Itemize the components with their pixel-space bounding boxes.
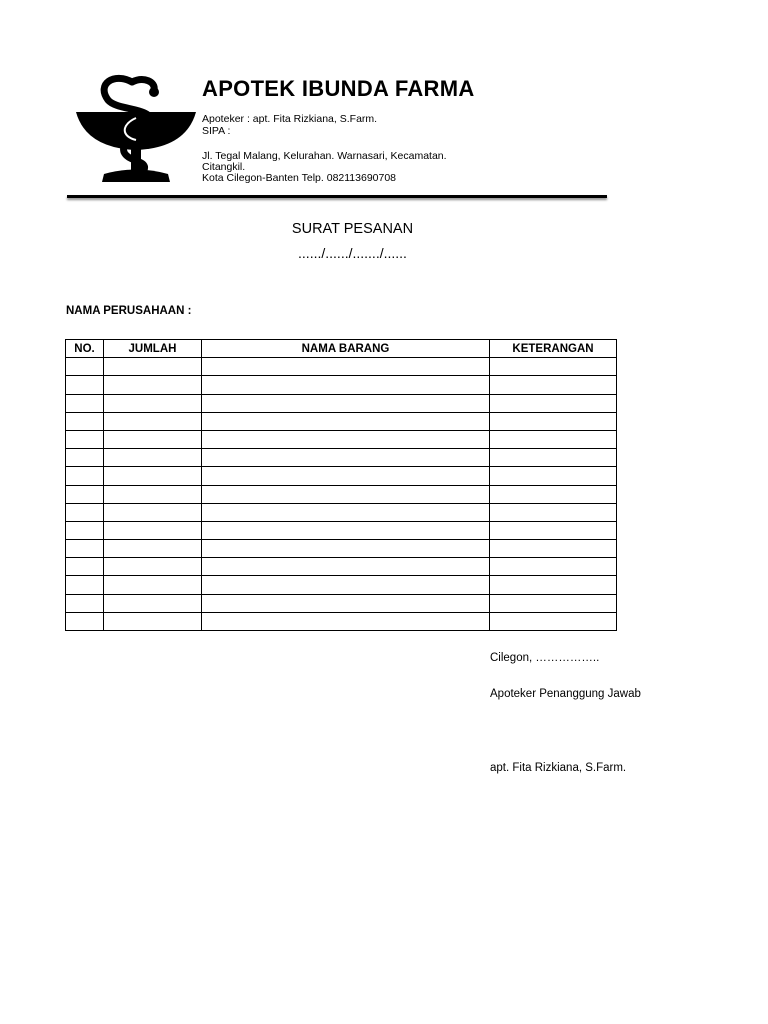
table-header-row: [66, 340, 617, 358]
column-header-keterangan: KETERANGAN: [490, 340, 617, 358]
table-row: [66, 576, 617, 594]
table-cell: [66, 358, 104, 376]
document-title: SURAT PESANAN: [291, 221, 414, 237]
table-cell: [66, 430, 104, 448]
table-cell: [66, 612, 104, 630]
table-cell: [66, 412, 104, 430]
table-cell: [202, 467, 490, 485]
table-cell: [104, 503, 202, 521]
table-cell: [66, 540, 104, 558]
table-cell: [490, 540, 617, 558]
table-cell: [104, 612, 202, 630]
table-row: [66, 521, 617, 539]
table-cell: [66, 394, 104, 412]
header-divider: [67, 195, 607, 198]
table-row: [66, 612, 617, 630]
column-header-no: NO.: [66, 340, 104, 358]
order-table-body: [66, 358, 617, 631]
table-cell: [490, 467, 617, 485]
table-cell: [490, 521, 617, 539]
table-cell: [490, 558, 617, 576]
table-row: [66, 540, 617, 558]
table-row: [66, 376, 617, 394]
table-row: [66, 430, 617, 448]
table-cell: [490, 376, 617, 394]
table-cell: [490, 594, 617, 612]
table-cell: [202, 412, 490, 430]
table-row: [66, 503, 617, 521]
table-cell: [202, 612, 490, 630]
table-cell: [202, 358, 490, 376]
table-cell: [66, 485, 104, 503]
table-cell: [104, 485, 202, 503]
table-cell: [490, 412, 617, 430]
table-row: [66, 412, 617, 430]
table-cell: [104, 467, 202, 485]
table-row: [66, 358, 617, 376]
table-row: [66, 594, 617, 612]
company-label: NAMA PERUSAHAAN :: [66, 305, 192, 317]
table-cell: [202, 558, 490, 576]
order-table: [65, 339, 617, 631]
address-line-2: Citangkil.: [202, 161, 246, 173]
table-cell: [202, 485, 490, 503]
table-row: [66, 485, 617, 503]
table-cell: [104, 430, 202, 448]
table-cell: [202, 430, 490, 448]
table-cell: [490, 576, 617, 594]
table-cell: [66, 467, 104, 485]
signature-name: apt. Fita Rizkiana, S.Farm.: [490, 762, 627, 774]
table-cell: [202, 576, 490, 594]
table-cell: [104, 594, 202, 612]
table-cell: [104, 540, 202, 558]
table-cell: [490, 430, 617, 448]
table-cell: [66, 521, 104, 539]
table-cell: [202, 394, 490, 412]
table-cell: [202, 540, 490, 558]
signature-place-date: Cilegon, ……………..: [490, 652, 600, 664]
table-row: [66, 558, 617, 576]
table-cell: [202, 503, 490, 521]
address-line-3: Kota Cilegon-Banten Telp. 082113690708: [202, 172, 397, 184]
signature-role: Apoteker Penanggung Jawab: [490, 688, 641, 700]
column-header-nama-barang: NAMA BARANG: [202, 340, 490, 358]
table-cell: [104, 376, 202, 394]
table-cell: [66, 558, 104, 576]
table-cell: [490, 503, 617, 521]
table-cell: [104, 558, 202, 576]
table-cell: [104, 449, 202, 467]
table-row: [66, 394, 617, 412]
table-cell: [490, 612, 617, 630]
table-cell: [490, 394, 617, 412]
table-cell: [490, 358, 617, 376]
table-cell: [66, 576, 104, 594]
sipa-line: SIPA :: [202, 125, 231, 137]
table-cell: [104, 412, 202, 430]
table-cell: [66, 376, 104, 394]
address-line-1: Jl. Tegal Malang, Kelurahan. Warnasari, Kecamatan.: [202, 150, 447, 162]
table-cell: [202, 594, 490, 612]
table-cell: [202, 376, 490, 394]
table-cell: [490, 449, 617, 467]
table-cell: [490, 485, 617, 503]
document-number: ....../....../......./......: [298, 245, 407, 261]
table-cell: [104, 521, 202, 539]
caduceus-bowl-icon: [74, 70, 198, 192]
table-row: [66, 467, 617, 485]
table-row: [66, 449, 617, 467]
pharmacy-name: APOTEK IBUNDA FARMA: [202, 76, 475, 101]
table-cell: [104, 358, 202, 376]
table-cell: [104, 394, 202, 412]
pharmacist-line: Apoteker : apt. Fita Rizkiana, S.Farm.: [202, 113, 378, 125]
table-cell: [66, 503, 104, 521]
table-cell: [66, 449, 104, 467]
column-header-jumlah: JUMLAH: [104, 340, 202, 358]
table-cell: [202, 521, 490, 539]
table-cell: [104, 576, 202, 594]
table-cell: [202, 449, 490, 467]
table-cell: [66, 594, 104, 612]
